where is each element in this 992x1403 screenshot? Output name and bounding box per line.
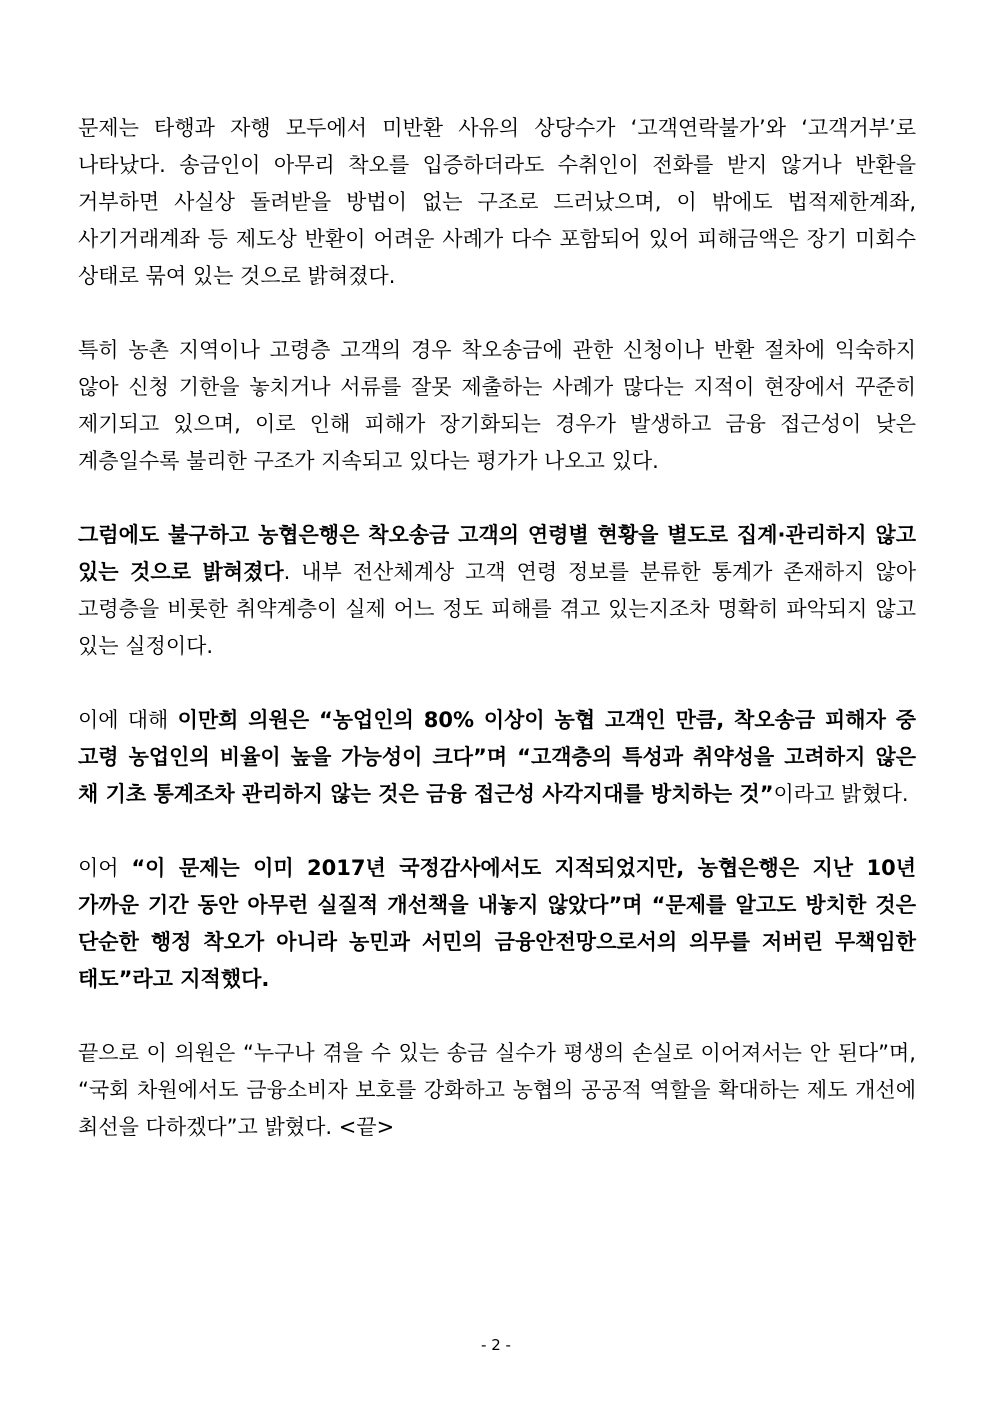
bold-text-run: 이만희 의원은 “농업인의 80% 이상이 농협 고객인 만큼, 착오송금 피해자 중 고령 농업인의 비율이 높을 가능성이 크다”며 “고객층의 특성과 취약성을 고려하지 않은 채 기초 통계조차 관리하지 않는 것은 금융 접근성 사각지대를 방치하는 것” [78,708,916,806]
paragraph-6 [78,1035,916,1146]
paragraph-4 [78,702,916,813]
bold-text-run: “이 문제는 이미 2017년 국정감사에서도 지적되었지만, 농협은행은 지난 10년 가까운 기간 동안 아무런 실질적 개선책을 내놓지 않았다”며 “문제를 알고도 방치한 것은 단순한 행정 착오가 아니라 농민과 서민의 금융안전망으로서의 의무를 저버린 무책임한 태도”라고 지적했다. [78,856,916,991]
text-run: 이라고 밝혔다. [773,782,909,806]
text-run: 끝으로 이 의원은 “누구나 겪을 수 있는 송금 실수가 평생의 손실로 이어져서는 안 된다”며, “국회 차원에서도 금융소비자 보호를 강화하고 농협의 공공적 역할을 확대하는 제도 개선에 최선을 다하겠다”고 밝혔다. <끝> [78,1041,916,1139]
paragraph-3 [78,517,916,665]
paragraph-1 [78,110,916,295]
text-run: 특히 농촌 지역이나 고령층 고객의 경우 착오송금에 관한 신청이나 반환 절차에 익숙하지 않아 신청 기한을 놓치거나 서류를 잘못 제출하는 사례가 많다는 지적이 현장에서 꾸준히 제기되고 있으며, 이로 인해 피해가 장기화되는 경우가 발생하고 금융 접근성이 낮은 계층일수록 불리한 구조가 지속되고 있다는 평가가 나오고 있다. [78,338,916,473]
text-run: . 내부 전산체계상 고객 연령 정보를 분류한 통계가 존재하지 않아 고령층을 비롯한 취약계층이 실제 어느 정도 피해를 겪고 있는지조차 명확히 파악되지 않고 있는 실정이다. [78,560,916,658]
text-run: 이에 대해 [78,708,178,732]
document-body [78,110,916,1183]
text-run: 문제는 타행과 자행 모두에서 미반환 사유의 상당수가 ‘고객연락불가’와 ‘고객거부’로 나타났다. 송금인이 아무리 착오를 입증하더라도 수취인이 전화를 받지 않거나 반환을 거부하면 사실상 돌려받을 방법이 없는 구조로 드러났으며, 이 밖에도 법적제한계좌, 사기거래계좌 등 제도상 반환이 어려운 사례가 다수 포함되어 있어 피해금액은 장기 미회수 상태로 묶여 있는 것으로 밝혀졌다. [78,116,916,288]
page-number: - 2 - [481,1336,511,1354]
paragraph-2 [78,332,916,480]
bold-text-run: 그럼에도 불구하고 농협은행은 착오송금 고객의 연령별 현황을 별도로 집계·관리하지 않고 있는 것으로 밝혀졌다 [78,523,916,584]
text-run: 이어 [78,856,132,880]
paragraph-5 [78,850,916,998]
